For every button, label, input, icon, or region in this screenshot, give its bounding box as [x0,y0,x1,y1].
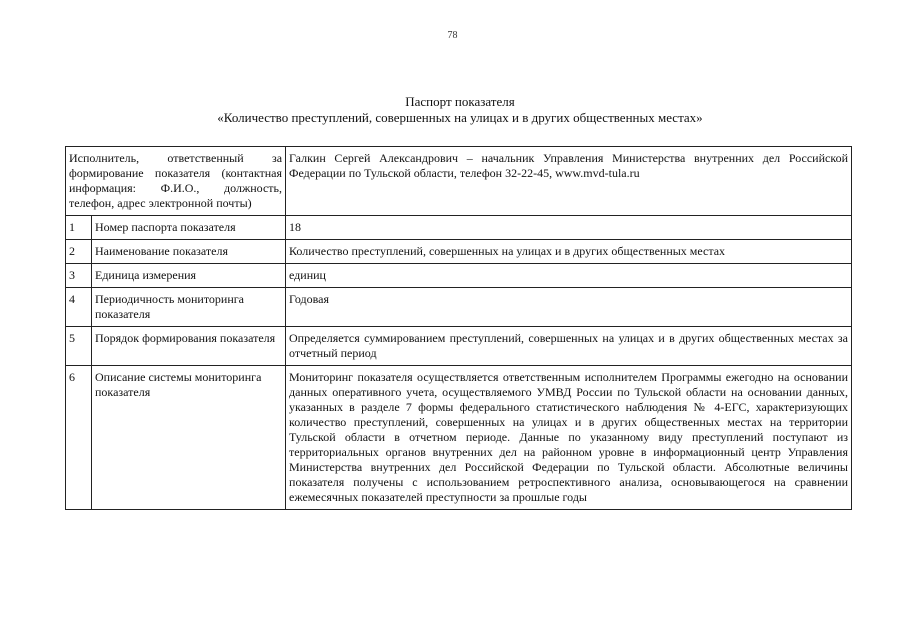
row-value: Количество преступлений, совершенных на улицах и в других общественных местах [286,240,852,264]
row-value: Определяется суммированием преступлений, совершенных на улицах и в других общественных местах за отчетный период [286,327,852,366]
row-label: Описание системы мониторинга показателя [92,366,286,510]
passport-table [65,146,852,510]
page-number: 78 [447,30,458,41]
row-label: Порядок формирования показателя [92,327,286,366]
executor-label: Исполнитель, ответственный за формирование показателя (контактная информация: Ф.И.О., должность, телефон, адрес электронной почты) [66,147,286,216]
executor-value: Галкин Сергей Александрович – начальник Управления Министерства внутренних дел Российской Федерации по Тульской области, телефон 32-22-45, www.mvd-tula.ru [286,147,852,216]
row-value: Мониторинг показателя осуществляется ответственным исполнителем Программы ежегодно на основании данных оперативного учета, осуществляемого УМВД России по Тульской области на основании данных, указанных в разделе 7 формы федерального статистического наблюдения № 4-ЕГС, характеризующих количество преступлений, совершенных на улицах и в других общественных местах на территории Тульской области в отчетном периоде. Данные по указанному виду преступлений поступают из территориальных органов внутренних дел на районном уровне в информационный центр Управления Министерства внутренних дел Российской Федерации по Тульской области. Абсолютные величины показателя получены с использованием ретроспективного анализа, основывающегося на сравнении ежемесячных показателей преступности за прошлые годы [286,366,852,510]
row-number: 5 [66,327,92,366]
row-number: 3 [66,264,92,288]
table-row [66,240,852,264]
row-label: Периодичность мониторинга показателя [92,288,286,327]
title-line-1: Паспорт показателя [405,94,515,109]
table-row [66,264,852,288]
row-number: 2 [66,240,92,264]
row-number: 1 [66,216,92,240]
row-value: единиц [286,264,852,288]
title-line-2: «Количество преступлений, совершенных на улицах и в других общественных местах» [217,110,703,125]
table-row [66,366,852,510]
row-label: Наименование показателя [92,240,286,264]
row-number: 4 [66,288,92,327]
table-row [66,216,852,240]
row-label: Номер паспорта показателя [92,216,286,240]
table-row [66,288,852,327]
row-value: Годовая [286,288,852,327]
table-row [66,327,852,366]
row-value: 18 [286,216,852,240]
document-title [60,94,860,126]
row-number: 6 [66,366,92,510]
row-label: Единица измерения [92,264,286,288]
table-row-executor [66,147,852,216]
